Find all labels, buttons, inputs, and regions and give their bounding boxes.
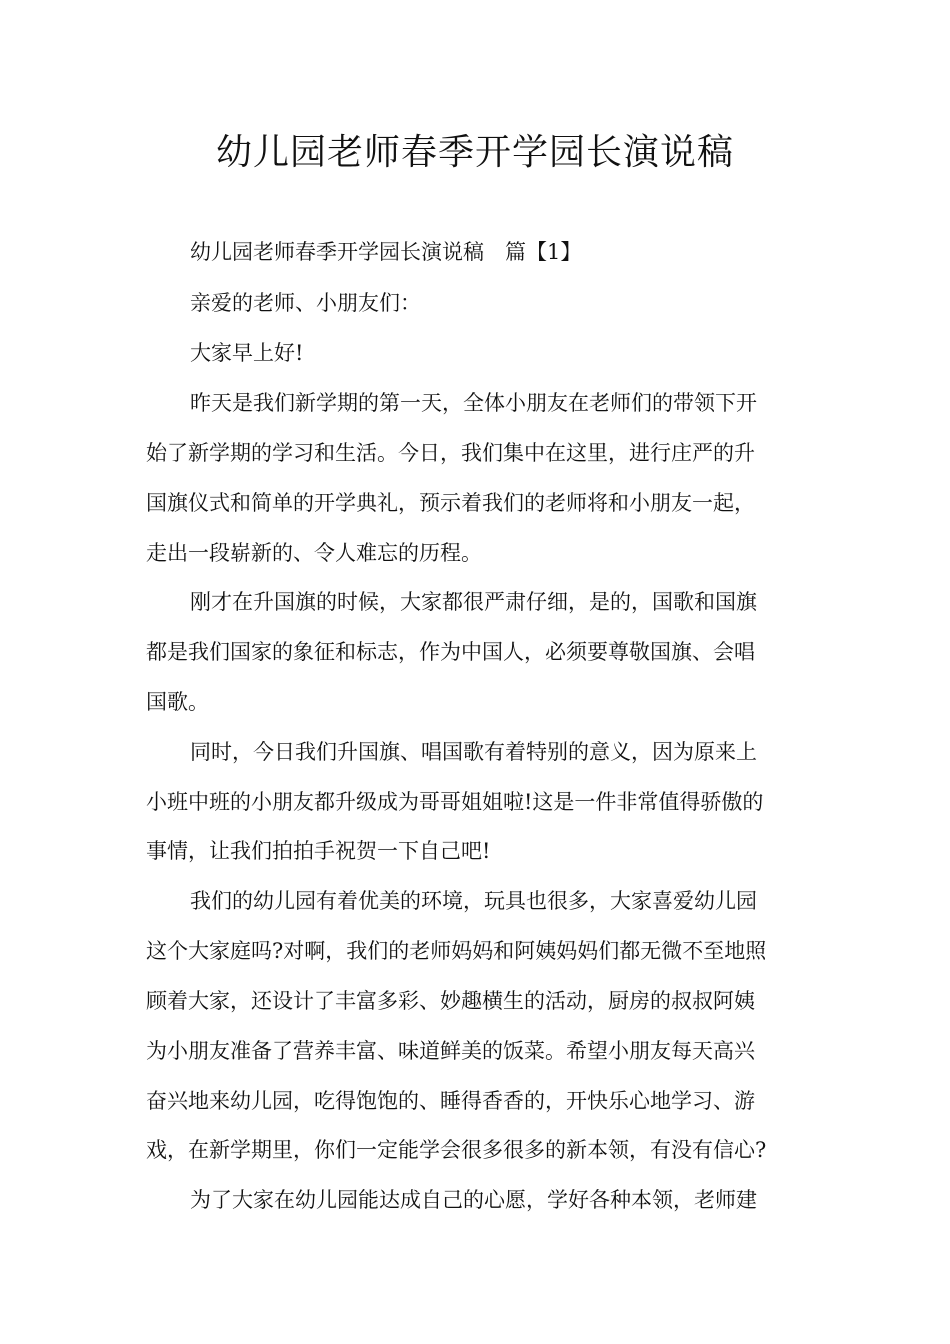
- paragraph-1-line-3: 国旗仪式和简单的开学典礼，预示着我们的老师将和小朋友一起，: [146, 491, 755, 515]
- paragraph-4-line-3: 顾着大家，还设计了丰富多彩、妙趣横生的活动，厨房的叔叔阿姨: [146, 989, 755, 1013]
- paragraph-4-line-5: 奋兴地来幼儿园，吃得饱饱的、睡得香香的，开快乐心地学习、游: [146, 1089, 755, 1113]
- paragraph-3-line-1: 同时，今日我们升国旗、唱国歌有着特别的意义，因为原来上: [190, 740, 757, 764]
- paragraph-3-line-2: 小班中班的小朋友都升级成为哥哥姐姐啦!这是一件非常值得骄傲的: [146, 790, 764, 814]
- paragraph-3-line-3: 事情，让我们拍拍手祝贺一下自己吧!: [146, 839, 491, 863]
- salutation-line: 亲爱的老师、小朋友们：: [190, 291, 421, 315]
- paragraph-2-line-2: 都是我们国家的象征和标志，作为中国人，必须要尊敬国旗、会唱: [146, 640, 755, 664]
- paragraph-4-line-6: 戏，在新学期里，你们一定能学会很多很多的新本领，有没有信心?: [146, 1138, 767, 1162]
- paragraph-1-line-2: 始了新学期的学习和生活。今日，我们集中在这里，进行庄严的升: [146, 441, 755, 465]
- paragraph-2-line-1: 刚才在升国旗的时候，大家都很严肃仔细，是的，国歌和国旗: [190, 590, 757, 614]
- paragraph-2-line-3: 国歌。: [146, 690, 209, 714]
- paragraph-4-line-4: 为小朋友准备了营养丰富、味道鲜美的饭菜。希望小朋友每天高兴: [146, 1039, 755, 1063]
- paragraph-4-line-2: 这个大家庭吗?对啊，我们的老师妈妈和阿姨妈妈们都无微不至地照: [146, 939, 767, 963]
- paragraph-1-line-4: 走出一段崭新的、令人难忘的历程。: [146, 541, 482, 565]
- document-title: 幼儿园老师春季开学园长演说稿: [215, 132, 734, 173]
- greeting-line: 大家早上好!: [190, 341, 304, 365]
- section-heading: 幼儿园老师春季开学园长演说稿 篇【1】: [190, 240, 582, 264]
- paragraph-5-line-1: 为了大家在幼儿园能达成自己的心愿，学好各种本领，老师建: [190, 1188, 757, 1212]
- paragraph-1-line-1: 昨天是我们新学期的第一天，全体小朋友在老师们的带领下开: [190, 391, 757, 415]
- paragraph-4-line-1: 我们的幼儿园有着优美的环境，玩具也很多，大家喜爱幼儿园: [190, 889, 757, 913]
